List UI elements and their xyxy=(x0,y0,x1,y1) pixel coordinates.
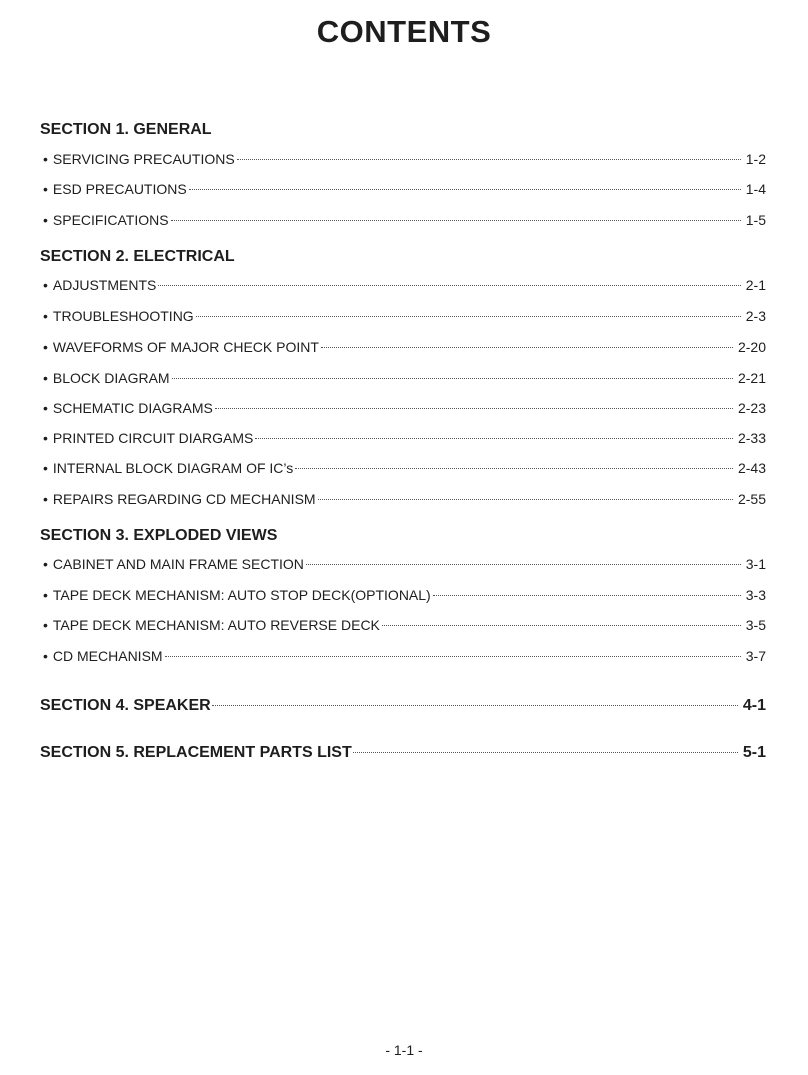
toc-section-entry-parts-list[interactable] xyxy=(40,744,766,762)
bullet: • xyxy=(43,277,48,293)
toc-entry-page: 2-20 xyxy=(737,339,766,355)
toc-entry[interactable] xyxy=(40,211,766,229)
toc-entry[interactable] xyxy=(40,647,766,665)
bullet: • xyxy=(43,430,48,446)
toc-entry-label: WAVEFORMS OF MAJOR CHECK POINT xyxy=(52,339,319,355)
bullet: • xyxy=(43,181,48,197)
dot-leader xyxy=(237,159,741,160)
toc-entry-page: 2-55 xyxy=(737,491,766,507)
toc-entry[interactable] xyxy=(40,180,766,198)
toc-entry[interactable] xyxy=(40,616,766,634)
bullet: • xyxy=(43,587,48,603)
toc-entry-page: 3-5 xyxy=(745,617,766,633)
dot-leader xyxy=(212,705,738,706)
toc-entry[interactable] xyxy=(40,399,766,417)
toc-entry[interactable] xyxy=(40,338,766,356)
section-heading-general: SECTION 1. GENERAL xyxy=(40,121,212,138)
toc-entry-page: 2-43 xyxy=(737,460,766,476)
toc-entry-label: ADJUSTMENTS xyxy=(52,277,157,293)
section-heading-electrical: SECTION 2. ELECTRICAL xyxy=(40,248,235,265)
toc-entry-label: TROUBLESHOOTING xyxy=(52,308,194,324)
dot-leader xyxy=(215,408,733,409)
bullet: • xyxy=(43,617,48,633)
page-title: CONTENTS xyxy=(316,14,492,49)
toc-section-label: SECTION 4. SPEAKER xyxy=(40,697,211,714)
dot-leader xyxy=(189,189,741,190)
toc-entry[interactable] xyxy=(40,586,766,604)
toc-entry[interactable] xyxy=(40,490,766,508)
dot-leader xyxy=(321,347,733,348)
toc-entry-label: INTERNAL BLOCK DIAGRAM OF IC’s xyxy=(52,460,294,476)
dot-leader xyxy=(171,220,741,221)
dot-leader xyxy=(255,438,733,439)
toc-entry-page: 1-4 xyxy=(745,181,766,197)
toc-entry-label: REPAIRS REGARDING CD MECHANISM xyxy=(52,491,316,507)
bullet: • xyxy=(43,648,48,664)
bullet: • xyxy=(43,212,48,228)
toc-entry[interactable] xyxy=(40,276,766,294)
page-number-footer: - 1-1 - xyxy=(385,1042,423,1058)
toc-entry-page: 2-3 xyxy=(745,308,766,324)
dot-leader xyxy=(382,625,741,626)
toc-entry-page: 3-1 xyxy=(745,556,766,572)
toc-entry[interactable] xyxy=(40,307,766,325)
toc-entry[interactable] xyxy=(40,369,766,387)
toc-entry[interactable] xyxy=(40,459,766,477)
toc-entry-label: CABINET AND MAIN FRAME SECTION xyxy=(52,556,304,572)
toc-entry[interactable] xyxy=(40,429,766,447)
toc-entry-label: CD MECHANISM xyxy=(52,648,163,664)
toc-entry[interactable] xyxy=(40,555,766,573)
dot-leader xyxy=(353,752,738,753)
toc-section-label: SECTION 5. REPLACEMENT PARTS LIST xyxy=(40,744,352,761)
toc-entry-page: 3-3 xyxy=(745,587,766,603)
dot-leader xyxy=(172,378,733,379)
section-heading-exploded-views: SECTION 3. EXPLODED VIEWS xyxy=(40,527,278,544)
toc-section-page: 4-1 xyxy=(742,697,766,714)
toc-entry-page: 2-33 xyxy=(737,430,766,446)
toc-entry-page: 2-23 xyxy=(737,400,766,416)
toc-entry-label: SPECIFICATIONS xyxy=(52,212,169,228)
toc-entry-label: SCHEMATIC DIAGRAMS xyxy=(52,400,213,416)
bullet: • xyxy=(43,339,48,355)
toc-entry-label: TAPE DECK MECHANISM: AUTO REVERSE DECK xyxy=(52,617,380,633)
toc-entry-label: PRINTED CIRCUIT DIARGAMS xyxy=(52,430,254,446)
dot-leader xyxy=(318,499,733,500)
toc-entry-label: ESD PRECAUTIONS xyxy=(52,181,187,197)
bullet: • xyxy=(43,400,48,416)
toc-entry-page: 1-2 xyxy=(745,151,766,167)
toc-entry-page: 1-5 xyxy=(745,212,766,228)
toc-entry-label: BLOCK DIAGRAM xyxy=(52,370,170,386)
toc-entry-label: TAPE DECK MECHANISM: AUTO STOP DECK(OPTIONAL) xyxy=(52,587,431,603)
toc-section-entry-speaker[interactable] xyxy=(40,697,766,715)
toc-entry-label: SERVICING PRECAUTIONS xyxy=(52,151,235,167)
dot-leader xyxy=(158,285,740,286)
bullet: • xyxy=(43,370,48,386)
toc-entry-page: 3-7 xyxy=(745,648,766,664)
toc-entry-page: 2-1 xyxy=(745,277,766,293)
dot-leader xyxy=(306,564,741,565)
toc-section-page: 5-1 xyxy=(742,744,766,761)
bullet: • xyxy=(43,151,48,167)
bullet: • xyxy=(43,460,48,476)
bullet: • xyxy=(43,491,48,507)
toc-entry[interactable] xyxy=(40,150,766,168)
dot-leader xyxy=(433,595,741,596)
dot-leader xyxy=(295,468,733,469)
bullet: • xyxy=(43,556,48,572)
dot-leader xyxy=(165,656,741,657)
bullet: • xyxy=(43,308,48,324)
dot-leader xyxy=(196,316,741,317)
toc-entry-page: 2-21 xyxy=(737,370,766,386)
